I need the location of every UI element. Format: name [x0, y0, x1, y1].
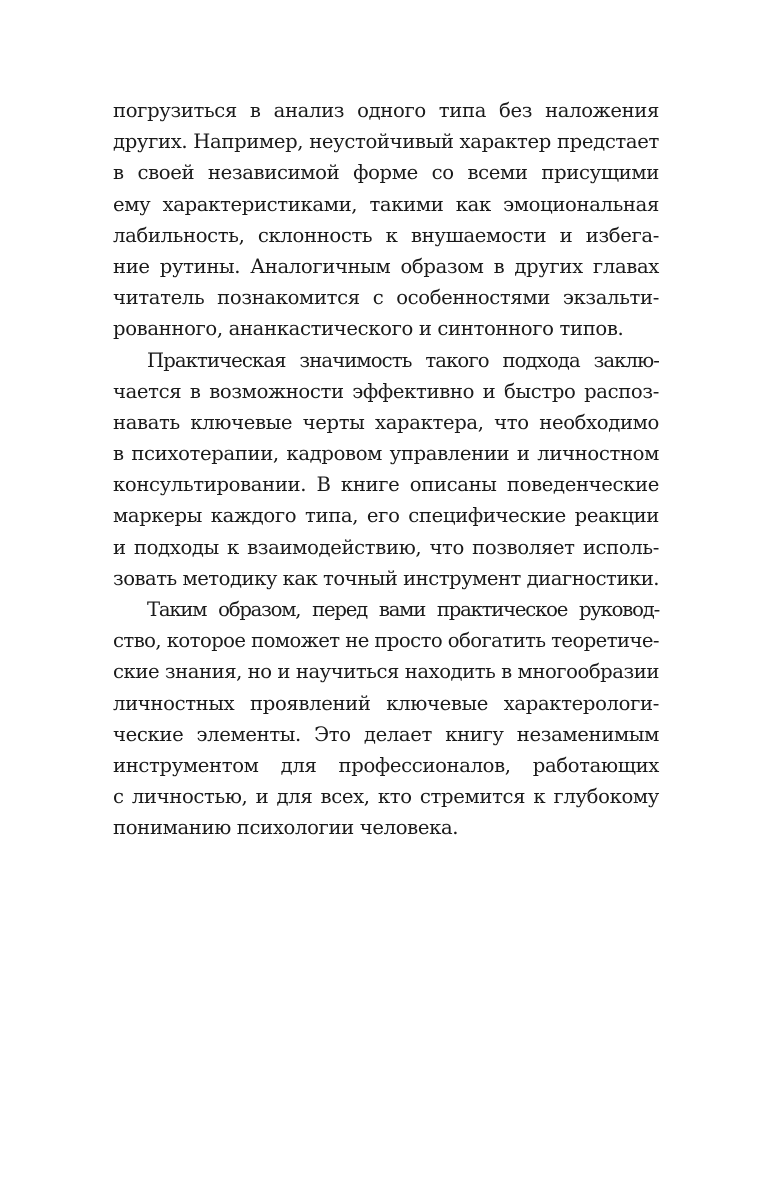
text-line: чается в возможности эффективно и быстро распоз- — [113, 379, 659, 403]
text-line: в психотерапии, кадровом управлении и личностном — [113, 442, 659, 466]
text-line: и подходы к взаимодействию, что позволяет исполь- — [113, 535, 659, 559]
text-line: консультировании. В книге описаны поведенческие — [113, 473, 659, 497]
text-line: в своей независимой форме со всеми присущими — [113, 161, 659, 185]
paragraph-2 — [113, 345, 659, 595]
text-line: Таким образом, перед вами практическое руковод- — [147, 598, 659, 621]
text-line: маркеры каждого типа, его специфические реакции — [113, 504, 659, 528]
text-line: ские знания, но и научиться находить в многообразии — [113, 660, 659, 684]
text-line: ческие элементы. Это делает книгу незаменимым — [113, 722, 659, 746]
paragraph-3 — [113, 594, 659, 844]
text-line: зовать методику как точный инструмент диагностики. — [113, 566, 659, 590]
text-line: ему характеристиками, такими как эмоциональная — [113, 192, 659, 216]
text-line: рованного, ананкастического и синтонного типов. — [113, 317, 624, 341]
page-body — [113, 95, 659, 844]
text-line: навать ключевые черты характера, что необходимо — [113, 410, 659, 434]
text-line: других. Например, неустойчивый характер предстает — [113, 130, 659, 154]
text-line: с личностью, и для всех, кто стремится к глубокому — [113, 785, 659, 809]
text-line: читатель познакомится с особенностями экзальти- — [113, 286, 659, 310]
text-line: пониманию психологии человека. — [113, 816, 459, 840]
text-line: личностных проявлений ключевые характерологи- — [113, 691, 659, 715]
text-line: ство, которое поможет не просто обогатить теоретиче- — [113, 629, 659, 653]
text-line: лабильность, склонность к внушаемости и избега- — [113, 223, 659, 247]
text-line: погрузиться в анализ одного типа без наложения — [113, 99, 659, 122]
text-line: Практическая значимость такого подхода заклю- — [147, 348, 659, 372]
text-line: ние рутины. Аналогичным образом в других главах — [113, 254, 659, 278]
paragraph-1 — [113, 95, 659, 345]
text-line: инструментом для профессионалов, работающих — [113, 753, 659, 777]
